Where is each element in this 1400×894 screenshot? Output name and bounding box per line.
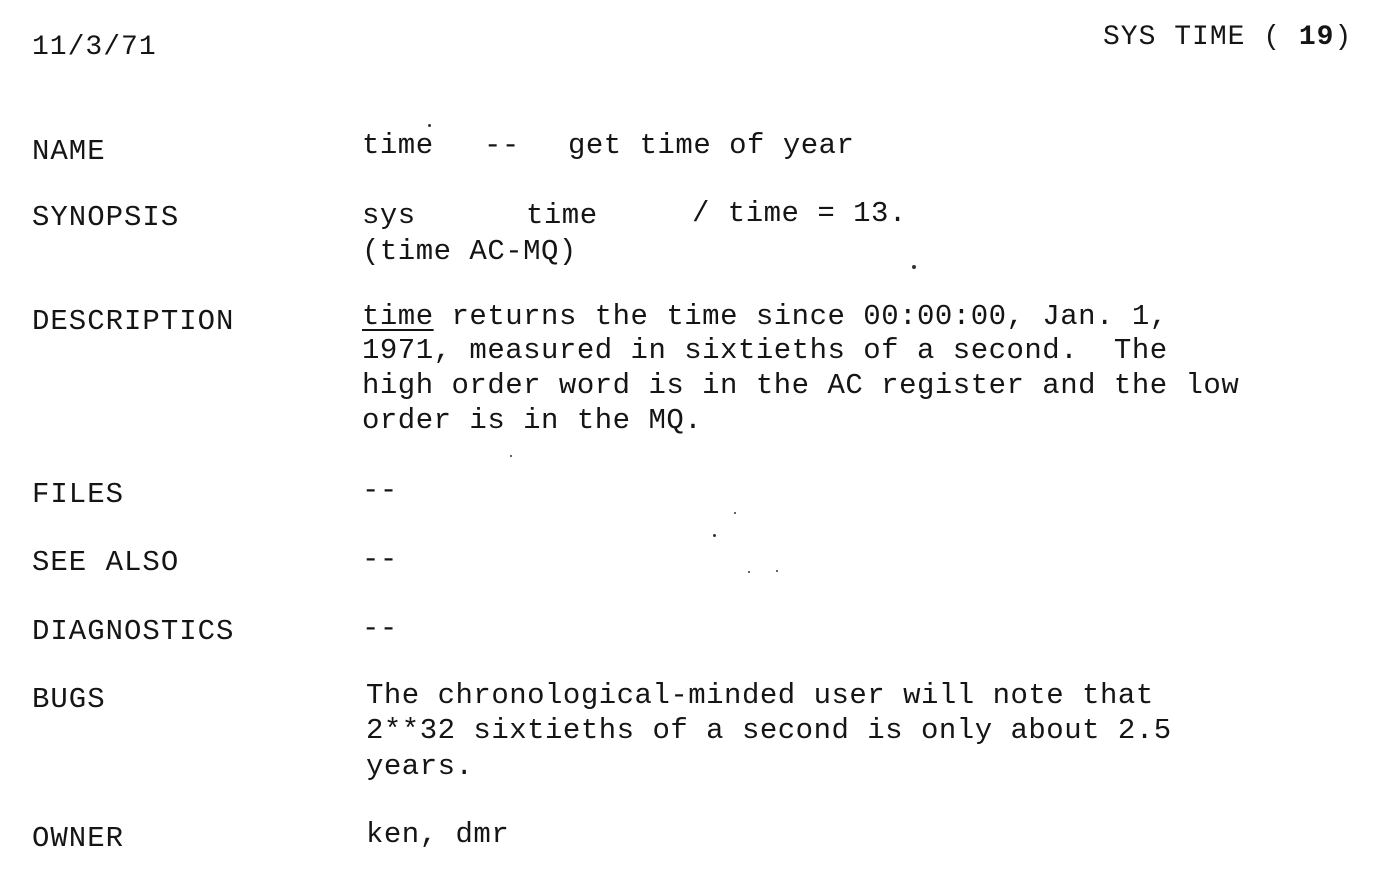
synopsis-comment: / time = 13. [692, 197, 907, 230]
description-line1-rest: returns the time since 00:00:00, Jan. 1, [433, 300, 1168, 333]
name-summary: get time of year [568, 129, 855, 162]
scan-speck [776, 570, 778, 572]
page-date: 11/3/71 [32, 32, 157, 63]
section-label-owner: OWNER [32, 822, 125, 855]
see-also-value: -- [362, 543, 398, 576]
files-value: -- [362, 474, 398, 507]
description-line1 [362, 302, 1168, 331]
synopsis-line2: (time AC-MQ) [362, 235, 577, 268]
header-title-suffix: ) [1334, 22, 1353, 53]
section-label-see-also: SEE ALSO [32, 546, 180, 579]
scan-speck [713, 534, 716, 537]
scan-speck [912, 265, 916, 269]
description-line4: order is in the MQ. [362, 404, 703, 437]
owner-value: ken, dmr [366, 818, 510, 851]
name-separator: -- [484, 129, 520, 162]
bugs-line2: 2**32 sixtieths of a second is only about 2.5 [366, 714, 1172, 747]
scan-speck [734, 512, 736, 514]
section-label-diagnostics: DIAGNOSTICS [32, 615, 235, 648]
synopsis-call: time [526, 199, 598, 232]
name-command: time [362, 129, 434, 162]
header-title-prefix: SYS TIME ( [1103, 22, 1299, 53]
scan-speck [748, 571, 750, 573]
diagnostics-value: -- [362, 612, 398, 645]
page-header-title [1103, 24, 1352, 52]
section-label-bugs: BUGS [32, 683, 106, 716]
description-line2: 1971, measured in sixtieths of a second. The [362, 334, 1168, 367]
section-label-synopsis: SYNOPSIS [32, 201, 180, 234]
description-line3: high order word is in the AC register and the low [362, 369, 1240, 402]
scan-speck [428, 124, 431, 127]
synopsis-sys: sys [362, 199, 416, 232]
section-label-description: DESCRIPTION [32, 305, 235, 338]
section-label-files: FILES [32, 478, 125, 511]
scan-speck [510, 455, 512, 457]
section-label-name: NAME [32, 135, 106, 168]
header-page-number: 19 [1298, 22, 1335, 53]
bugs-line1: The chronological-minded user will note that [366, 679, 1154, 712]
bugs-line3: years. [366, 750, 474, 783]
description-lead-word: time [362, 300, 434, 333]
